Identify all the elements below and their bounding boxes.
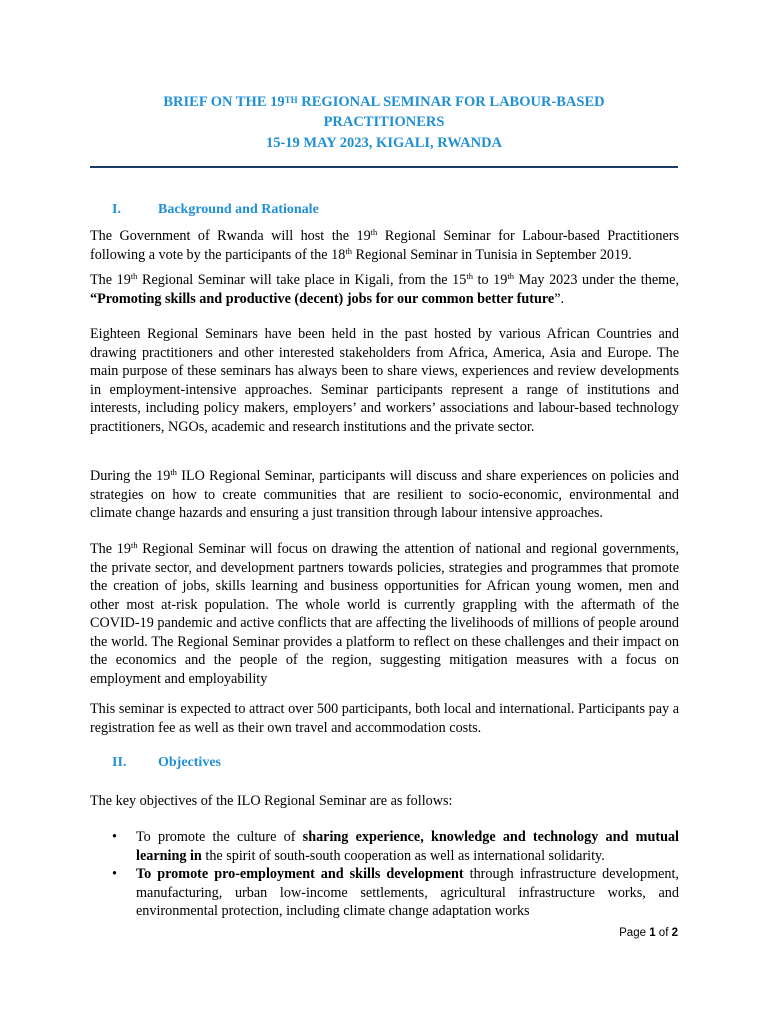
title-text: REGIONAL SEMINAR FOR LABOUR-BASED [297, 94, 605, 110]
paragraph-host: The Government of Rwanda will host the 19th Regional Seminar for Labour-based Practitioners following a vote by the participants of the 18th Regional Seminar in Tunisia in September 2019. [90, 227, 680, 263]
document-title-line-3: 15-19 MAY 2023, KIGALI, RWANDA [265, 135, 503, 151]
paragraph-venue-theme: The 19th Regional Seminar will take place in Kigali, from the 15th to 19th May 2023 under the theme, “Promoting skills and productive (decent) jobs for our common better future”. [90, 271, 679, 307]
objectives-intro: The key objectives of the ILO Regional Seminar are as follows: [90, 793, 453, 809]
list-item: • To promote pro-employment and skills development through infrastructure development, manufacturing, urban low-income settlements, agricultural infrastructure works, and environmental protection, including climate change adaptation works [112, 866, 679, 919]
list-item: • To promote the culture of sharing experience, knowledge and technology and mutual learning in the spirit of south-south cooperation as well as international solidarity. [112, 829, 679, 864]
seminar-theme: “Promoting skills and productive (decent) jobs for our common better future [90, 290, 555, 307]
objectives-list [90, 828, 679, 921]
paragraph-participants: This seminar is expected to attract over 500 participants, both local and international. Participants pay a registration fee as well as their own travel and accommodation costs. [90, 701, 679, 736]
bullet-icon: • [112, 829, 117, 845]
section-number: I. [112, 202, 121, 217]
section-title: Objectives [158, 755, 221, 770]
paragraph-focus: The 19th Regional Seminar will focus on drawing the attention of national and regional governments, the private sector, and development partners towards policies, strategies and programmes that promote the creation of jobs, skills learning and business opportunities for African young women, men and other most at-risk population. The whole world is currently grappling with the aftermath of the COVID-19 pandemic and active conflicts that are affecting the livelihoods of millions of people around the world. The Regional Seminar provides a platform to reflect on these challenges and their impact on the economics and the people of the region, suggesting mitigation measures with a focus on employment and employability [90, 540, 679, 687]
title-superscript: TH [284, 95, 298, 105]
paragraph-history: Eighteen Regional Seminars have been held in the past hosted by various African Countries and drawing practitioners and other interested stakeholders from Africa, America, Asia and Europe. The main purpose of these seminars has always been to share views, experiences and review developments in employment-intensive approaches. Seminar participants represent a range of institutions and interests, including policy makers, employers’ and workers’ associations and labour-based technology practitioners, NGOs, academic and research institutions and the private sector. [90, 326, 679, 435]
section-number: II. [112, 755, 127, 770]
section-heading-background [112, 201, 319, 219]
document-title-line-2: PRACTITIONERS [323, 114, 445, 130]
title-divider [90, 166, 678, 168]
section-title: Background and Rationale [158, 202, 319, 217]
bullet-icon: • [112, 866, 117, 882]
section-heading-objectives [112, 754, 221, 772]
title-text: BRIEF ON THE 19 [163, 94, 285, 110]
page-number: Page 1 of 2 [619, 927, 678, 939]
document-title-line-1 [0, 93, 768, 112]
paragraph-discussion: During the 19th ILO Regional Seminar, participants will discuss and share experiences on policies and strategies on how to create communities that are resilient to socio-economic, environmental and climate change hazards and ensuring a just transition through labour intensive approaches. [90, 467, 679, 521]
